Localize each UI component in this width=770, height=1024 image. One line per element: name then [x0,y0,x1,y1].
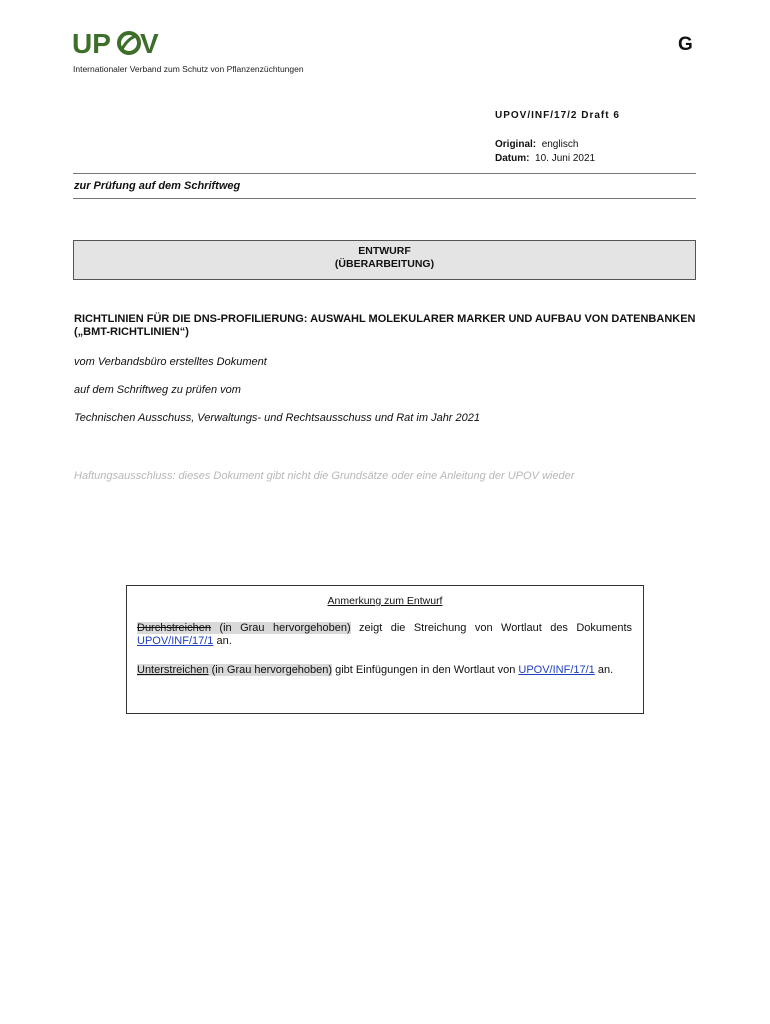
document-reference: UPOV/INF/17/2 Draft 6 [495,110,620,121]
document-title: RICHTLINIEN FÜR DIE DNS-PROFILIERUNG: AUSWAHL MOLEKULARER MARKER UND AUFBAU VON DATENBANKEN („BMT-RICHTLINIEN“) [74,313,696,338]
underline-example: Unterstreichen [137,664,209,676]
note-title: Anmerkung zum Entwurf [327,595,443,607]
underline-hint: (in Grau hervorgehoben) [208,664,333,676]
draft-banner [73,240,696,280]
review-mode: auf dem Schriftweg zu prüfen vom [74,384,241,396]
original-language [495,139,578,150]
draft-banner-line2: (ÜBERARBEITUNG) [334,258,435,270]
language-code: G [678,34,693,55]
date-label: Datum: [495,153,530,164]
link-upov-inf-17-1-second[interactable]: UPOV/INF/17/1 [518,664,595,676]
svg-text:V: V [140,28,159,58]
disclaimer: Haftungsausschluss: dieses Dokument gibt nicht die Grundsätze oder eine Anleitung der UPOV wieder [74,470,575,482]
document-date [495,153,595,164]
purpose-line: zur Prüfung auf dem Schriftweg [74,180,241,192]
divider-top [73,173,696,174]
strike-hint: (in Grau hervorgehoben) [210,622,351,634]
original-value: englisch [541,139,579,150]
draft-banner-line1: ENTWURF [358,245,411,257]
underline-explanation: gibt Einfügungen in den Wortlaut von [332,664,519,676]
prepared-by: vom Verbandsbüro erstelltes Dokument [74,356,267,368]
date-value: 10. Juni 2021 [535,153,596,164]
strike-explanation: zeigt die Streichung von Wortlaut des Dokuments [350,622,632,634]
original-label: Original: [495,139,537,150]
link-upov-inf-17-1[interactable]: UPOV/INF/17/1 [137,635,214,647]
draft-note-box [126,585,644,714]
strike-example: Durchstreichen [137,622,211,634]
note-paragraph-underline [137,664,632,677]
divider-bottom [73,198,696,199]
upov-logo-icon [72,28,172,58]
organization-name: Internationaler Verband zum Schutz von Pflanzenzüchtungen [73,64,304,74]
svg-text:UP: UP [72,28,111,58]
committees: Technischen Ausschuss, Verwaltungs- und Rechtsausschuss und Rat im Jahr 2021 [74,412,480,424]
note-paragraph-strike [137,622,632,648]
upov-logo [72,28,172,58]
strike-end: an. [213,635,232,647]
underline-end: an. [594,664,614,676]
